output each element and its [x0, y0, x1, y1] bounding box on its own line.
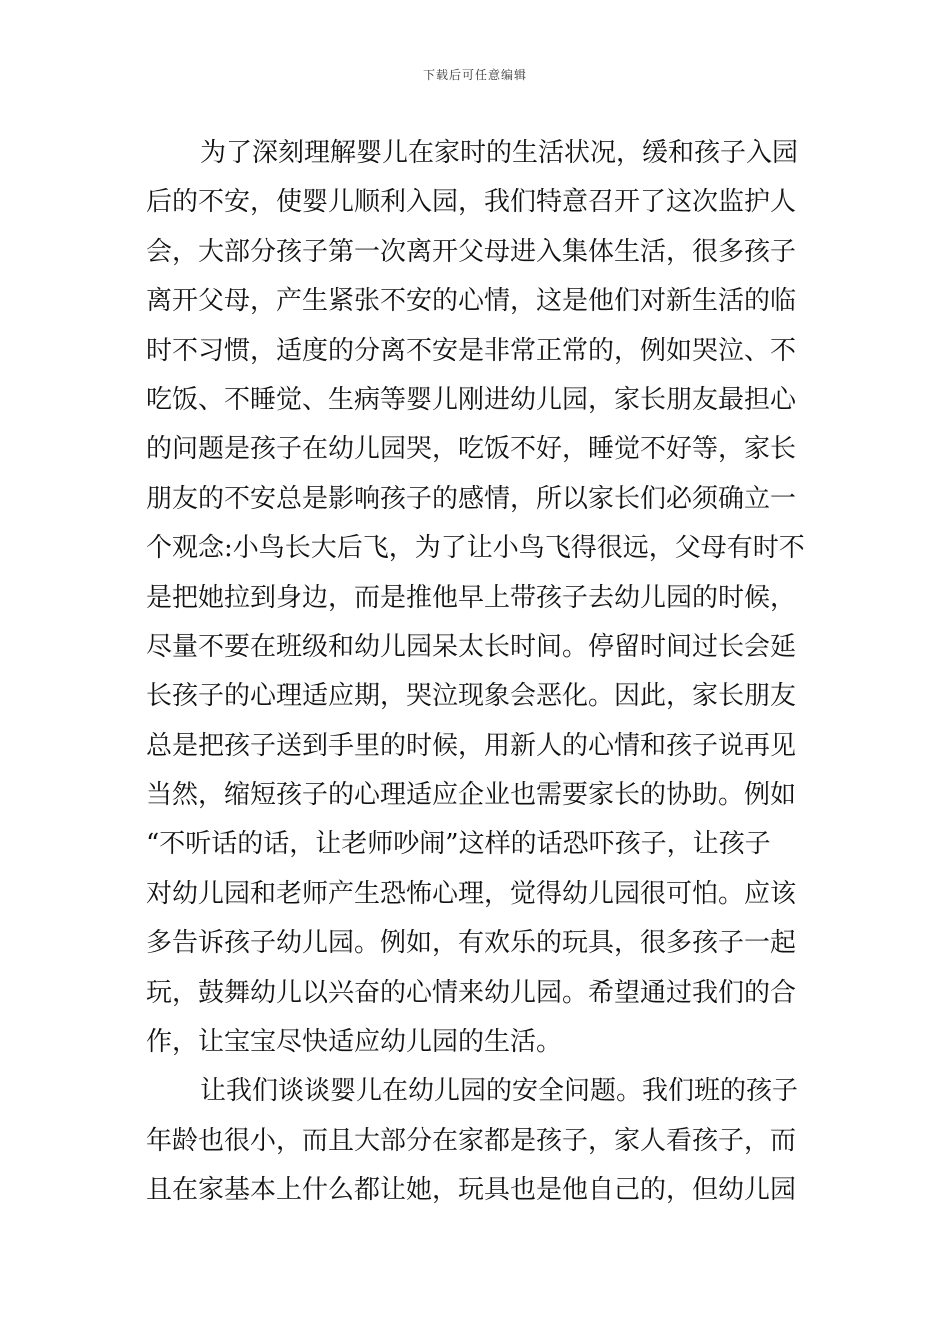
text-line: 为了深刻理解婴儿在家时的生活状况，缓和孩子入园	[200, 138, 799, 168]
text-line: “不听话的话，让老师吵闹”这样的话恐吓孩子，让孩子	[146, 829, 771, 860]
text-line: 且在家基本上什么都让她，玩具也是他自己的，但幼儿园	[146, 1175, 797, 1206]
text-line: 的问题是孩子在幼儿园哭，吃饭不好，睡觉不好等，家长	[146, 434, 797, 465]
text-line: 玩，鼓舞幼儿以兴奋的心情来幼儿园。希望通过我们的合	[146, 977, 797, 1008]
text-line: 当然，缩短孩子的心理适应企业也需要家长的协助。例如	[146, 780, 797, 811]
text-line: 是把她拉到身边，而是推他早上带孩子去幼儿园的时候，	[146, 582, 797, 613]
text-line: 尽量不要在班级和幼儿园呆太长时间。停留时间过长会延	[146, 631, 797, 662]
text-line: 年龄也很小，而且大部分在家都是孩子，家人看孩子，而	[146, 1125, 797, 1156]
text-line: 吃饭、不睡觉、生病等婴儿刚进幼儿园，家长朋友最担心	[146, 384, 797, 415]
text-line: 让我们谈谈婴儿在幼儿园的安全问题。我们班的孩子	[200, 1076, 799, 1107]
text-line: 朋友的不安总是影响孩子的感情，所以家长们必须确立一	[146, 483, 797, 514]
text-line: 对幼儿园和老师产生恐怖心理，觉得幼儿园很可怕。应该	[146, 878, 797, 909]
text-line: 总是把孩子送到手里的时候，用新人的心情和孩子说再见	[146, 730, 797, 761]
text-line: 离开父母，产生紧张不安的心情，这是他们对新生活的临	[146, 286, 797, 317]
text-line: 后的不安，使婴儿顺利入园，我们特意召开了这次监护人	[146, 187, 797, 218]
body-text	[146, 129, 810, 1216]
text-line: 时不习惯，适度的分离不安是非常正常的，例如哭泣、不	[146, 335, 797, 366]
text-line: 多告诉孩子幼儿园。例如，有欢乐的玩具，很多孩子一起	[146, 928, 797, 959]
text-line: 长孩子的心理适应期，哭泣现象会恶化。因此，家长朋友	[146, 681, 797, 712]
text-line: 个观念:小鸟长大后飞，为了让小鸟飞得很远，父母有时不	[146, 533, 805, 564]
page-header: 下载后可任意编辑	[422, 68, 527, 82]
text-line: 会，大部分孩子第一次离开父母进入集体生活，很多孩子	[146, 236, 797, 267]
text-line: 作，让宝宝尽快适应幼儿园的生活。	[146, 1027, 563, 1058]
